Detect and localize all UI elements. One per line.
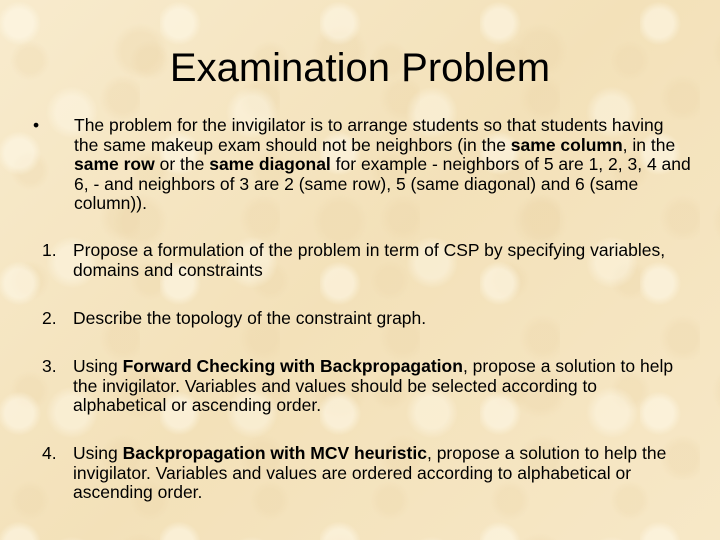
question-item-1 [32, 241, 692, 280]
question-text-part: , propose a solution to help the invigilator. Variables and values should be selected according to alphabetical or ascending order. [73, 356, 674, 415]
intro-text-part: for example - neighbors of 5 are 1, 2, 3, 4 and 6, - and neighbors of 3 are 2 (same row), 5 (same diagonal) and 6 (same column)). [74, 154, 691, 213]
question-text-part: Using [73, 443, 123, 463]
slide-title: Examination Problem [169, 46, 551, 90]
intro-text-part: The problem for the invigilator is to arrange students so that students having the same makeup exam should not be neighbors (in the [74, 115, 664, 155]
intro-text-part: or the [154, 154, 210, 174]
question-text-part: Propose a formulation of the problem in term of CSP by specifying variables, domains and constraints [73, 240, 666, 280]
question-text [73, 241, 692, 280]
question-text [73, 357, 692, 416]
question-emphasis: Backpropagation with MCV heuristic [122, 443, 427, 463]
question-text [73, 309, 692, 329]
question-item-2 [32, 309, 692, 329]
question-number: 1. [42, 240, 57, 260]
bullet-marker: • [33, 115, 40, 135]
question-text [73, 444, 692, 503]
question-text-part: , propose a solution to help the invigilator. Variables and values are ordered according to alphabetical or ascending order. [73, 443, 667, 502]
question-item-4 [32, 444, 692, 503]
intro-emphasis-same-row: same row [74, 154, 155, 174]
question-number: 2. [42, 308, 57, 328]
question-item-3 [32, 357, 692, 416]
question-number: 4. [42, 443, 57, 463]
question-text-part: Using [73, 356, 123, 376]
question-number: 3. [42, 356, 57, 376]
question-text-part: Describe the topology of the constraint graph. [73, 308, 427, 328]
intro-text-part: , in the [622, 134, 676, 155]
intro-bullet [32, 116, 692, 214]
question-emphasis: Forward Checking with Backpropagation [122, 356, 463, 376]
intro-text [74, 116, 692, 214]
intro-emphasis-same-diagonal: same diagonal [209, 154, 331, 174]
intro-emphasis-same-column: same column [510, 134, 623, 155]
